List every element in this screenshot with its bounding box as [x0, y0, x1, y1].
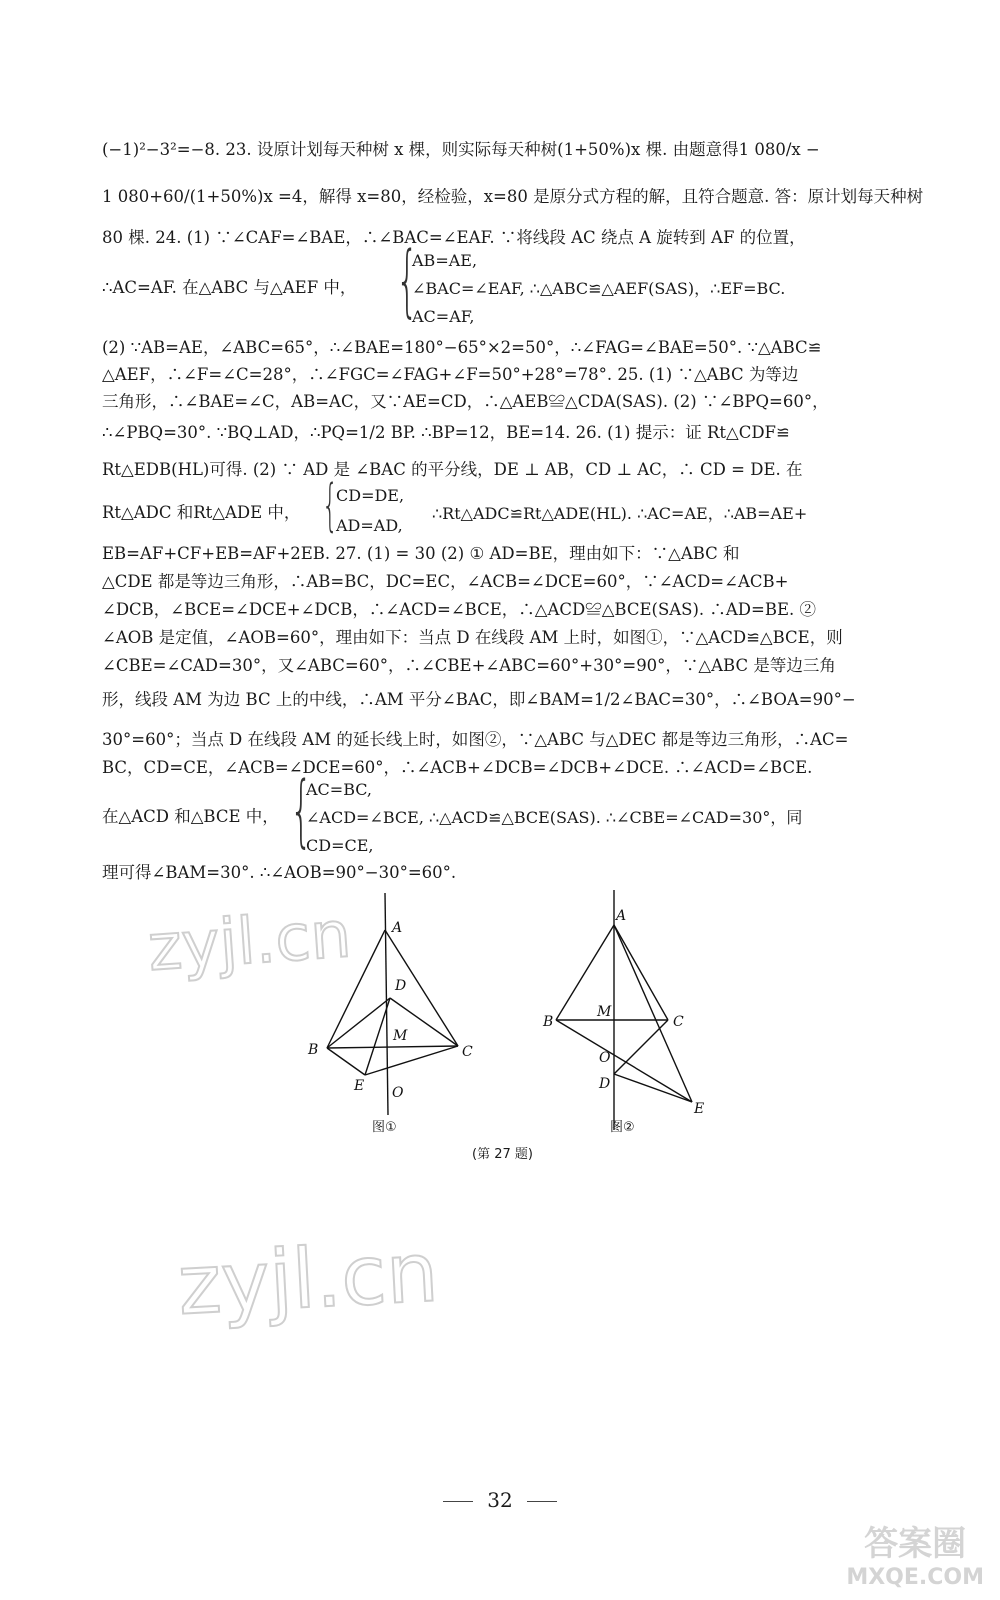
system-27-row2: ∠ACD=∠BCE, ∴△ACD≌△BCE(SAS). ∴∠CBE=∠CAD=30°，同 — [306, 808, 803, 827]
fig2-label-C: C — [673, 1014, 684, 1030]
text-line-14: ∠AOB 是定值，∠AOB=60°，理由如下：当点 D 在线段 AM 上时，如图①，∵△ACD≌△BCE，则 — [102, 628, 843, 647]
text-line-4: ∴AC=AF. 在△ABC 与△AEF 中， — [102, 278, 357, 297]
fig1-label-E: E — [354, 1078, 365, 1094]
text-line-2: 1 080+60/(1+50%)x =4，解得 x=80，经检验，x=80 是原分式方程的解，且符合题意. 答：原计划每天种树 — [102, 187, 924, 206]
system-24-row1: AB=AE, — [412, 251, 478, 270]
system-24-row2: ∠BAC=∠EAF, ∴△ABC≌△AEF(SAS)，∴EF=BC. — [412, 279, 786, 298]
text-line-6: △AEF，∴∠F=∠C=28°，∴∠FGC=∠FAG+∠F=50°+28°=78°. 25. (1) ∵△ABC 为等边 — [102, 365, 799, 384]
watermark-2: zyjl.cn — [175, 1225, 441, 1334]
text-line-15: ∠CBE=∠CAD=30°，又∠ABC=60°，∴∠CBE+∠ABC=60°+30°=90°，∵△ABC 是等边三角 — [102, 656, 836, 675]
corner-logo-top: 答案圈 — [864, 1524, 967, 1564]
text-line-16: 形，线段 AM 为边 BC 上的中线，∴AM 平分∠BAC，即∠BAM=1/2∠BAC=30°，∴∠BOA=90°− — [102, 690, 856, 709]
text-line-9: Rt△EDB(HL)可得. (2) ∵ AD 是 ∠BAC 的平分线，DE ⊥ AB，CD ⊥ AC，∴ CD = DE. 在 — [102, 460, 803, 479]
fig1-label-O: O — [392, 1085, 404, 1101]
text-line-10: Rt△ADC 和Rt△ADE 中， — [102, 503, 301, 522]
text-line-20: 理可得∠BAM=30°. ∴∠AOB=90°−30°=60°. — [102, 863, 457, 882]
fig2-label-A: A — [616, 908, 627, 924]
system-27-row3: CD=CE, — [306, 836, 374, 855]
system-27-row1: AC=BC, — [306, 780, 373, 799]
system-24-row3: AC=AF, — [412, 307, 475, 326]
fig1-label-D: D — [395, 978, 407, 994]
text-line-3: 80 棵. 24. (1) ∵∠CAF=∠BAE，∴∠BAC=∠EAF. ∵将线段 AC 绕点 A 旋转到 AF 的位置， — [102, 228, 806, 247]
text-line-7: 三角形，∴∠BAE=∠C，AB=AC，又∵AE=CD，∴△AEB≌△CDA(SAS). (2) ∵∠BPQ=60°， — [102, 392, 829, 411]
system-26-tail: ∴Rt△ADC≌Rt△ADE(HL). ∴AC=AE，∴AB=AE+ — [432, 504, 808, 523]
fig2-label-O: O — [599, 1050, 611, 1066]
fig1-label-M: M — [393, 1028, 408, 1044]
text-line-1: (−1)²−3²=−8. 23. 设原计划每天种树 x 棵，则实际每天种树(1+50%)x 棵. 由题意得1 080/x − — [102, 140, 820, 159]
corner-logo — [846, 1516, 984, 1590]
fig2-label-B: B — [543, 1014, 554, 1030]
fig1-label-A: A — [392, 920, 403, 936]
text-line-13: ∠DCB，∠BCE=∠DCE+∠DCB，∴∠ACD=∠BCE，∴△ACD≌△BCE(SAS). ∴AD=BE. ② — [102, 600, 817, 619]
page-number — [0, 1488, 1000, 1512]
system-26-row2: AD=AD, — [336, 516, 403, 535]
figure-caption: (第 27 题) — [472, 1147, 533, 1162]
text-line-12: △CDE 都是等边三角形，∴AB=BC，DC=EC，∠ACB=∠DCE=60°，∵∠ACD=∠ACB+ — [102, 572, 789, 591]
fig1-caption: 图① — [372, 1120, 397, 1135]
text-line-17: 30°=60°；当点 D 在线段 AM 的延长线上时，如图②，∵△ABC 与△DEC 都是等边三角形，∴AC= — [102, 730, 849, 749]
fig2-label-M: M — [597, 1004, 612, 1020]
brace-24: { — [396, 236, 419, 326]
page-number-value: 32 — [487, 1488, 513, 1512]
text-line-8: ∴∠PBQ=30°. ∵BQ⊥AD，∴PQ=1/2 BP. ∴BP=12，BE=14. 26. (1) 提示：证 Rt△CDF≌ — [102, 423, 790, 442]
figure-2 — [556, 890, 692, 1130]
fig1-label-B: B — [308, 1042, 319, 1058]
fig2-label-E: E — [694, 1101, 705, 1117]
text-line-18: BC，CD=CE，∠ACB=∠DCE=60°，∴∠ACB+∠DCB=∠DCB+∠DCE. ∴∠ACD=∠BCE. — [102, 758, 813, 777]
system-26-row1: CD=DE, — [336, 486, 405, 505]
fig1-label-C: C — [462, 1044, 473, 1060]
brace-26: { — [322, 473, 339, 538]
text-line-19: 在△ACD 和△BCE 中， — [102, 807, 279, 826]
text-line-5: (2) ∵AB=AE，∠ABC=65°，∴∠BAE=180°−65°×2=50°，∴∠FAG=∠BAE=50°. ∵△ABC≌ — [102, 338, 822, 357]
fig2-caption: 图② — [610, 1120, 635, 1135]
corner-logo-bottom: MXQE.COM — [846, 1565, 984, 1590]
text-line-11: EB=AF+CF+EB=AF+2EB. 27. (1) = 30 (2) ① AD=BE，理由如下：∵△ABC 和 — [102, 544, 740, 563]
fig2-label-D: D — [599, 1076, 611, 1092]
watermark-1: zyjl.cn — [145, 898, 354, 986]
brace-27: { — [290, 766, 313, 856]
